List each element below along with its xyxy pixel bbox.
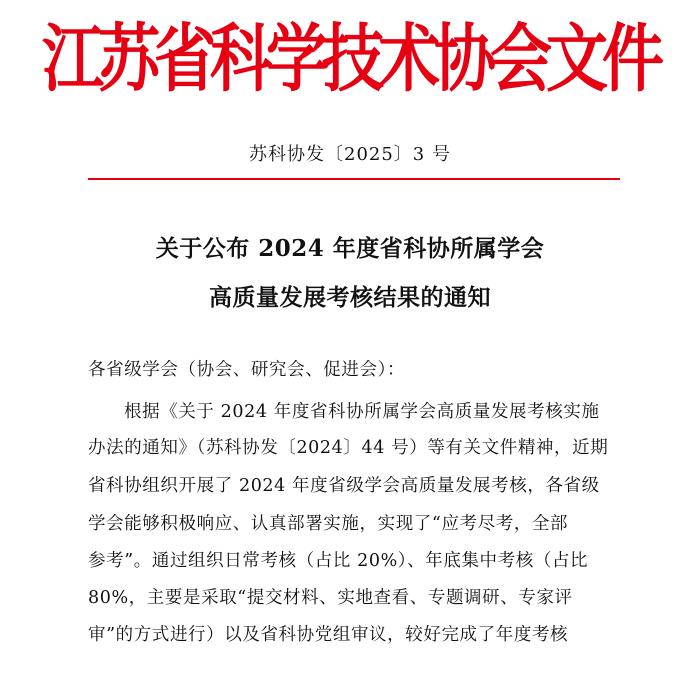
document-number: 苏科协发〔2025〕3 号 [249, 144, 451, 165]
body-paragraph-line: 办法的通知》（苏科协发〔2024〕44 号）等有关文件精神，近期 [88, 438, 609, 458]
body-paragraph-line: 省科协组织开展了 2024 年度省级学会高质量发展考核，各省级 [88, 476, 600, 496]
salutation: 各省级学会（协会、研究会、促进会）： [88, 360, 406, 380]
notice-title-line-1: 关于公布 2024 年度省科协所属学会 [155, 235, 545, 262]
header-divider-rule [88, 178, 620, 180]
notice-title-line-2: 高质量发展考核结果的通知 [209, 284, 491, 311]
body-paragraph-line: 审”的方式进行）以及省科协党组审议，较好完成了年度考核 [88, 625, 569, 645]
document-header-title: 江苏省科学技术协会文件 [41, 15, 658, 102]
body-paragraph-line: 学会能够积极响应、认真部署实施，实现了“应考尽考，全部 [88, 514, 569, 534]
body-paragraph-line: 80%，主要是采取“提交材料、实地查看、专题调研、专家评 [88, 588, 573, 608]
body-paragraph-line: 参考”。通过组织日常考核（占比 20%）、年底集中考核（占比 [88, 551, 589, 571]
body-paragraph-line: 根据《关于 2024 年度省科协所属学会高质量发展考核实施 [124, 402, 600, 422]
